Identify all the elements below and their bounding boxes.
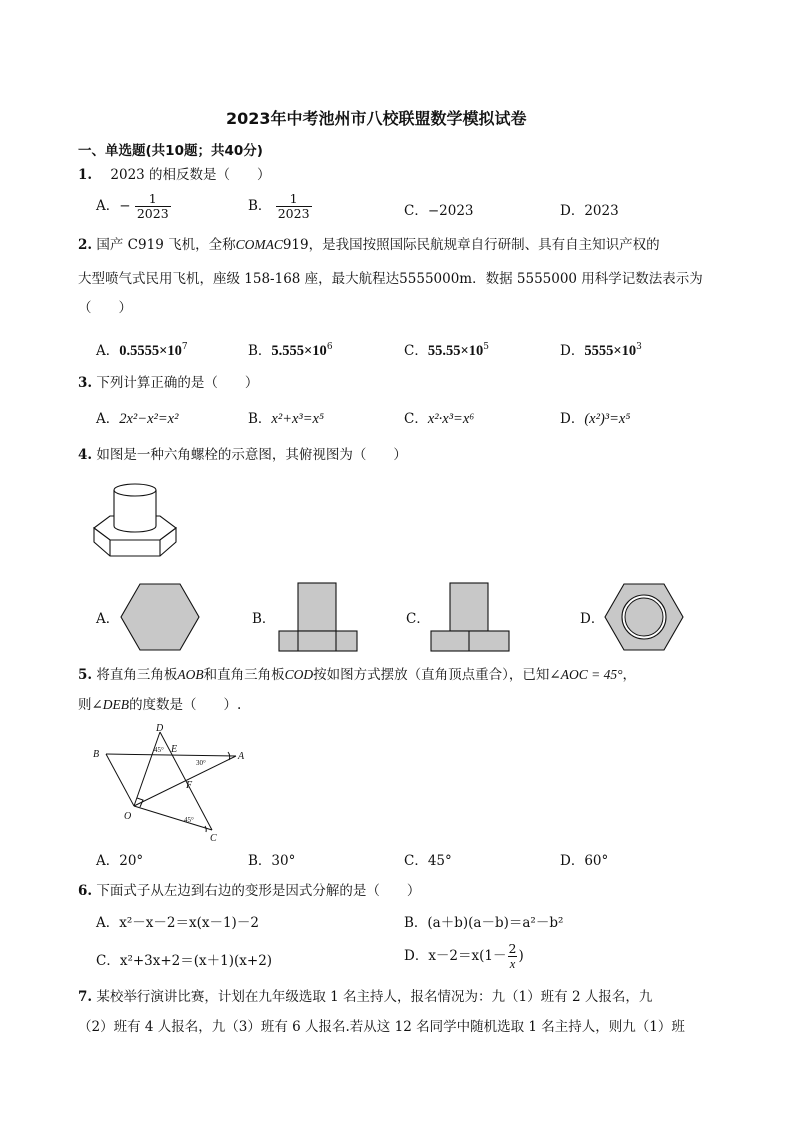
fraction	[135, 192, 171, 221]
exponent: 3	[636, 342, 642, 352]
q5-option-d[interactable]: D．60°	[560, 853, 609, 869]
question-1	[78, 166, 271, 184]
triangles-figure	[88, 722, 248, 846]
hexagon-circle-icon[interactable]	[604, 582, 684, 652]
math-expr: 2x²−x²=x²	[119, 411, 179, 427]
math-expr: 0.5555×10	[119, 343, 182, 359]
question-number: 1.	[78, 167, 93, 183]
option-label: B．	[248, 343, 272, 359]
q3-option-a[interactable]	[96, 410, 178, 428]
fraction	[507, 942, 519, 971]
math-text: COD	[284, 667, 314, 682]
text: 国产 C919 飞机，全称	[96, 237, 236, 253]
question-number: 2.	[78, 237, 93, 253]
question-7-line-2: （2）班有 4 人报名，九（3）班有 6 人报名.若从这 12 名同学中随机选取 1 名主持人，则九（1）班	[78, 1019, 685, 1035]
option-label: C．	[404, 411, 428, 427]
text: 和直角三角板	[203, 667, 285, 683]
q5-option-b[interactable]: B．30°	[248, 853, 296, 869]
q6-option-c[interactable]: C．x²+3x+2＝(x＋1)(x+2)	[96, 953, 273, 969]
numerator: 1	[148, 191, 157, 206]
option-label: A．	[96, 343, 120, 359]
question-2-line-1	[78, 236, 660, 254]
question-2-line-2: 大型喷气式民用飞机，座级 158-168 座，最大航程达5555000m．数据 5555000 用科学记数法表示为	[78, 271, 703, 287]
denominator: x	[509, 957, 516, 971]
section-header: 一、单选题(共10题；共40分)	[78, 143, 263, 159]
point-d-label: D	[156, 723, 164, 734]
q3-option-b[interactable]	[248, 410, 324, 428]
numerator: 2	[508, 941, 517, 956]
option-label: A．	[96, 411, 120, 427]
q4-option-d-label[interactable]: D．	[580, 611, 605, 627]
question-number: 4.	[78, 447, 93, 463]
q1-option-c[interactable]: C．−2023	[404, 203, 474, 219]
math-text: AOB	[177, 667, 204, 682]
question-6	[78, 882, 420, 900]
math-expr: 55.55×10	[427, 343, 484, 359]
exponent: 7	[181, 342, 188, 352]
q4-option-c-label[interactable]: C．	[406, 611, 430, 627]
option-label: C．	[404, 343, 428, 359]
question-number: 7.	[78, 989, 93, 1005]
text: 则	[78, 697, 92, 713]
q6-option-a[interactable]: A．x²－x－2＝x(x－1)－2	[96, 915, 259, 931]
math-text: ∠DEB	[91, 697, 130, 712]
question-stem: 如图是一种六角螺栓的示意图，其俯视图为（ ）	[96, 447, 407, 463]
option-label: A．	[96, 198, 120, 214]
question-stem: 下面式子从左边到右边的变形是因式分解的是（ ）	[96, 883, 421, 899]
math-text: ∠AOC = 45°	[549, 667, 623, 682]
q3-option-d[interactable]	[560, 410, 630, 428]
q2-option-d[interactable]	[560, 338, 642, 360]
q2-option-b[interactable]	[248, 338, 333, 360]
option-label: D．	[560, 411, 585, 427]
question-3	[78, 374, 258, 392]
point-a-label: A	[238, 751, 245, 762]
q5-option-c[interactable]: C．45°	[404, 853, 452, 869]
text: 的度数是（ ）.	[129, 697, 242, 713]
front-view-two-part-icon[interactable]	[430, 582, 510, 652]
question-stem: 2023 的相反数是（ ）	[110, 167, 271, 183]
text: 某校举行演讲比赛，计划在九年级选取 1 名主持人，报名情况为：九（1）班有 2 人报名，九	[96, 989, 653, 1005]
q1-option-b[interactable]	[248, 192, 312, 221]
text: 919，是我国按照国际民航规章自行研制、具有自主知识产权的	[282, 237, 660, 253]
denominator: 2023	[277, 206, 310, 221]
angle-label-c45: 45°	[184, 816, 194, 824]
option-label: B．	[248, 198, 272, 214]
math-text: COMAC	[235, 237, 283, 252]
point-f-label: F	[186, 780, 193, 791]
point-b-label: B	[93, 749, 100, 760]
hexagon-solid-icon[interactable]	[120, 582, 200, 652]
question-stem: 下列计算正确的是（ ）	[96, 375, 259, 391]
q4-option-b-label[interactable]: B．	[252, 611, 276, 627]
question-number: 5.	[78, 667, 93, 683]
point-c-label: C	[210, 833, 217, 844]
option-label: B．	[248, 411, 272, 427]
text: ，	[622, 667, 636, 683]
q1-option-a[interactable]	[96, 192, 171, 221]
question-2-line-3: （ ）	[78, 300, 132, 316]
math-expr: x²·x³=x⁶	[427, 411, 475, 427]
question-4	[78, 446, 407, 464]
fraction	[276, 192, 312, 221]
question-7-line-1	[78, 988, 652, 1006]
minus-sign: −	[119, 198, 131, 214]
exponent: 5	[483, 342, 489, 352]
question-5-line-2	[78, 696, 241, 714]
text: 按如图方式摆放（直角顶点重合），已知	[313, 667, 550, 683]
q6-option-b[interactable]: B．(a＋b)(a－b)＝a²－b²	[404, 915, 564, 931]
option-label: D．	[560, 343, 585, 359]
q3-option-c[interactable]	[404, 410, 474, 428]
point-e-label: E	[171, 744, 178, 755]
page-title: 2023年中考池州市八校联盟数学模拟试卷	[226, 109, 527, 128]
q5-option-a[interactable]: A．20°	[96, 853, 144, 869]
hex-bolt-figure	[88, 476, 184, 572]
question-5-line-1	[78, 666, 636, 684]
point-o-label: O	[124, 811, 132, 822]
math-expr: 5555×10	[584, 343, 637, 359]
math-expr: (x²)³=x⁵	[584, 411, 631, 427]
front-view-three-part-icon[interactable]	[278, 582, 358, 652]
exponent: 6	[326, 342, 333, 352]
q4-option-a-label[interactable]: A．	[96, 611, 120, 627]
angle-label-d45: 45°	[154, 746, 164, 754]
math-expr: x²+x³=x⁵	[271, 411, 325, 427]
option-text: D．x－2＝x(1－	[404, 948, 507, 964]
math-expr: 5.555×10	[271, 343, 327, 359]
q2-option-a[interactable]	[96, 338, 188, 360]
numerator: 1	[289, 191, 298, 206]
close-paren: )	[518, 948, 524, 964]
q1-option-d[interactable]: D．2023	[560, 203, 619, 219]
text: 将直角三角板	[96, 667, 178, 683]
question-number: 3.	[78, 375, 93, 391]
question-number: 6.	[78, 883, 93, 899]
denominator: 2023	[136, 206, 169, 221]
q6-option-d[interactable]	[404, 942, 524, 971]
q2-option-c[interactable]	[404, 338, 489, 360]
angle-label-30: 30°	[196, 759, 206, 767]
